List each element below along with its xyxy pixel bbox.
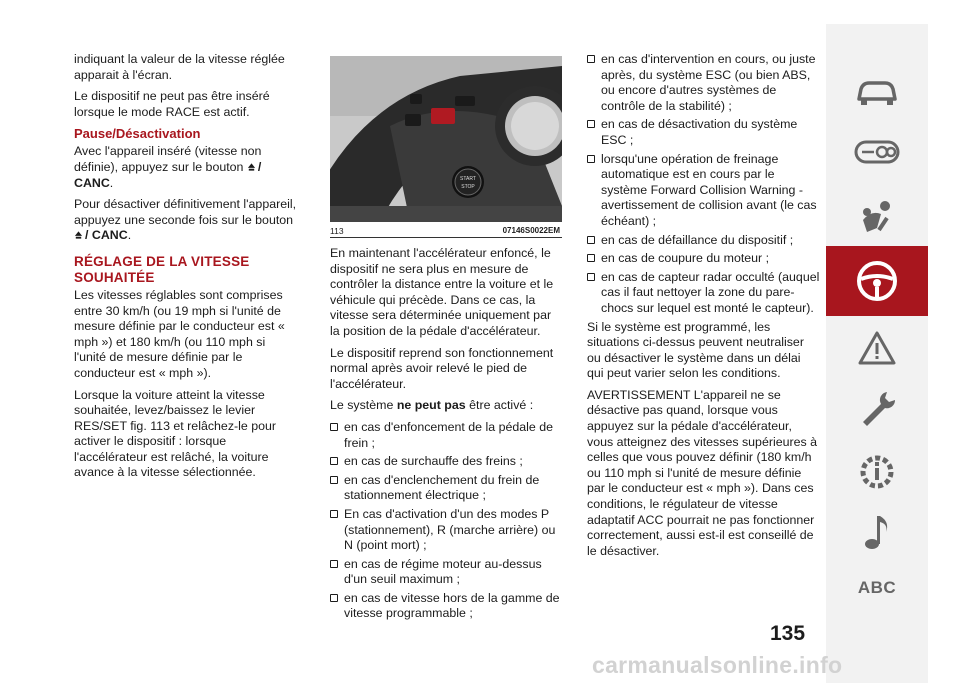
steering-wheel-figure <box>330 56 562 222</box>
cruise-control-icon <box>74 230 83 240</box>
list-item-text: en cas de surchauffe des freins ; <box>344 454 523 469</box>
list-item <box>330 420 562 451</box>
list-item <box>587 152 820 230</box>
section-heading: RÉGLAGE DE LA VITESSE SOUHAITÉE <box>74 253 250 285</box>
list-item-text: En cas d'activation d'un des modes P (stationnement), R (marche arrière) ou N (point mort) ; <box>344 506 556 553</box>
warning-triangle-icon[interactable] <box>826 320 928 376</box>
checkbox-bullet-icon <box>587 120 595 128</box>
checkbox-bullet-icon <box>330 560 338 568</box>
checkbox-bullet-icon <box>587 155 595 163</box>
list-item-text: en cas de vitesse hors de la gamme de vitesse programmable ; <box>344 590 560 621</box>
list-item-text: en cas de désactivation du système ESC ; <box>601 117 798 147</box>
list-item-text: en cas d'enfoncement de la pédale de frein ; <box>344 419 554 450</box>
list-item-text: en cas d'intervention en cours, ou juste après, du système ESC (ou bien ABS, ou encore d'autres systèmes de contrôle de la stabilité) ; <box>601 52 816 113</box>
list-item <box>330 473 562 504</box>
accelerator-text: En maintenant l'accélérateur enfoncé, le dispositif ne sera plus en mesure de contrôler la distance entre la voiture et le véhicule qui précède. Dans ce cas, la vitesse sera déterminée uniquement par la position de la pédale d'accélérateur. <box>330 246 554 338</box>
list-item-text: en cas d'enclenchement du frein de stationnement électrique ; <box>344 472 540 503</box>
list-item <box>330 591 562 622</box>
page-number: 135 <box>770 622 806 645</box>
list-item-text: en cas de régime moteur au-dessus d'un seuil maximum ; <box>344 556 542 587</box>
figure-code: 07146S0022EM <box>502 226 560 235</box>
list-item <box>587 52 820 114</box>
abc-index-icon[interactable] <box>826 570 928 606</box>
list-item <box>330 557 562 588</box>
condition-list-continued <box>587 52 820 317</box>
deactivate-text: Pour désactiver définitivement l'appareil, appuyez une seconde fois sur le bouton / CANC. <box>74 197 297 243</box>
set-speed-text: Lorsque la voiture atteint la vitesse souhaitée, levez/baissez le levier RES/SET fig. 113 et relâchez-le pour activer le dispositif : lorsque l'accélérateur est relâché, la voiture avance à la vitesse sélectionnée. <box>74 387 277 480</box>
checkbox-bullet-icon <box>330 423 338 431</box>
dashboard-icon[interactable] <box>826 128 928 176</box>
steering-wheel-icon[interactable] <box>826 246 928 316</box>
speed-range-text: Les vitesses réglables sont comprises entre 30 km/h (ou 19 mph si l'unité de mesure définie par le conducteur est « mph ») et 180 km/h (ou 110 mph si l'unité de mesure définie par le conducteur est « mph »). <box>74 287 285 380</box>
neutralize-text: Si le système est programmé, les situations ci-dessus peuvent neutraliser ou désactiver le système dans un délai qui peut varier selon les conditions. <box>587 319 804 381</box>
figure-caption <box>330 226 562 238</box>
abc-label: ABC <box>857 578 897 597</box>
checkbox-bullet-icon <box>587 273 595 281</box>
steering-wheel-photo <box>330 56 562 222</box>
music-note-icon[interactable] <box>826 504 928 560</box>
chapter-sidebar <box>826 24 928 683</box>
list-item <box>587 251 820 267</box>
list-item-text: en cas de capteur radar occulté (auquel cas il faut nettoyer la zone du pare-chocs sur lequel est monté le capteur). <box>601 269 820 315</box>
list-item <box>587 117 820 148</box>
checkbox-bullet-icon <box>330 594 338 602</box>
car-icon[interactable] <box>826 68 928 116</box>
list-item-text: lorsqu'une opération de freinage automatique est en cours par le système Forward Collision Warning - avertissement de collision avant (le cas échéant) ; <box>601 151 817 228</box>
checkbox-bullet-icon <box>587 236 595 244</box>
column-left <box>74 52 298 487</box>
pause-text: Avec l'appareil inséré (vitesse non définie), appuyez sur le bouton / CANC. <box>74 144 262 190</box>
list-item-text: en cas de défaillance du dispositif ; <box>601 232 794 247</box>
watermark: carmanualsonline.info <box>592 652 843 678</box>
svg-text:START: START <box>460 176 476 182</box>
intro-text: indiquant la valeur de la vitesse réglée apparait à l'écran. <box>74 52 285 82</box>
list-item <box>330 454 562 470</box>
race-mode-text: Le dispositif ne peut pas être inséré lorsque le mode RACE est actif. <box>74 89 270 119</box>
gear-info-icon[interactable] <box>826 442 928 502</box>
checkbox-bullet-icon <box>587 55 595 63</box>
list-item-text: en cas de coupure du moteur ; <box>601 251 770 266</box>
list-item <box>587 233 820 249</box>
list-item <box>587 270 820 317</box>
checkbox-bullet-icon <box>587 254 595 262</box>
condition-list <box>330 420 562 622</box>
pause-heading: Pause/Désactivation <box>74 126 201 142</box>
warning-text: AVERTISSEMENT L'appareil ne se désactive pas quand, lorsque vous appuyez sur la pédale d'accélérateur, vous atteignez des vitesses supérieures à celles que vous pouvez définir (180 km/h ou 110 mph si l'unité de mesure définie par le conducteur est « mph »). Dans ces conditions, le régulateur de vitesse adaptatif ACC pourrait ne pas fonctionner correctement, aussi est-il est conseillé de le désactiver. <box>587 387 818 558</box>
cruise-control-icon <box>247 162 256 172</box>
checkbox-bullet-icon <box>330 476 338 484</box>
figure-number: 113 <box>330 226 344 236</box>
list-item <box>330 507 562 554</box>
cannot-activate-text: Le système ne peut pas être activé : <box>330 398 534 413</box>
checkbox-bullet-icon <box>330 457 338 465</box>
resume-text: Le dispositif reprend son fonctionnement normal après avoir relevé le pied de l'accélérateur. <box>330 345 554 391</box>
checkbox-bullet-icon <box>330 510 338 518</box>
column-middle <box>330 56 562 625</box>
wrench-icon[interactable] <box>826 380 928 436</box>
svg-text:STOP: STOP <box>461 184 475 190</box>
column-right <box>587 52 820 565</box>
airbag-seat-icon[interactable] <box>826 190 928 246</box>
